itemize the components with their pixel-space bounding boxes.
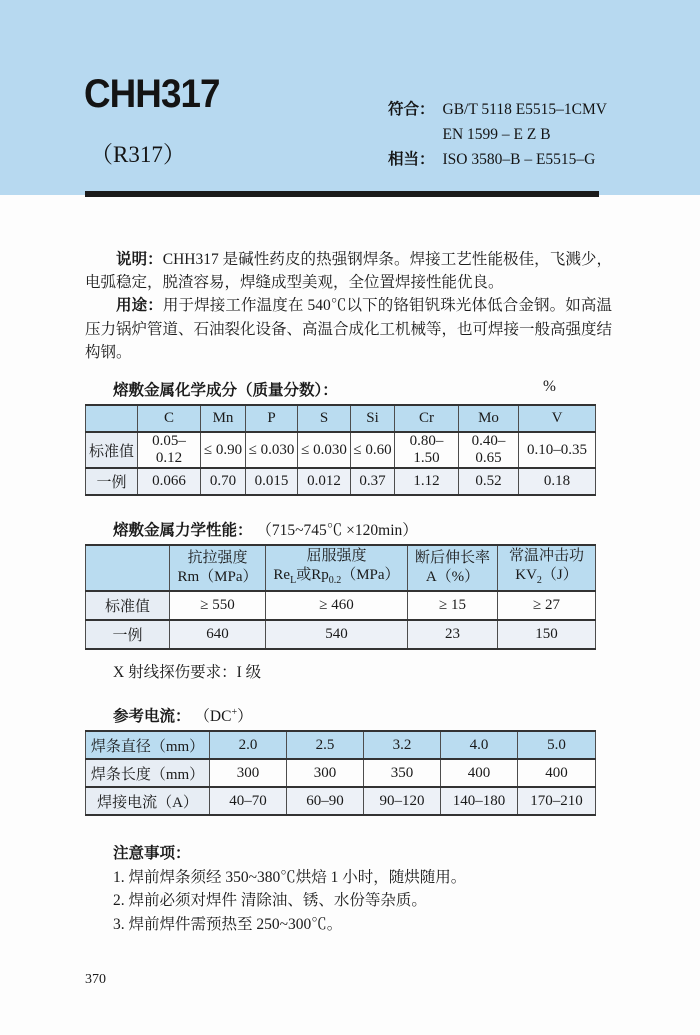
cell-value: 40–70	[210, 787, 287, 815]
cell-value: 300	[210, 759, 287, 787]
chemical-col-p: P	[246, 405, 298, 432]
chemical-col-mn: Mn	[201, 405, 246, 432]
cell-value: 350	[364, 759, 441, 787]
mechanical-example-row	[86, 620, 596, 649]
row-label: 标准值	[86, 591, 170, 620]
notes-title: 注意事项：	[113, 845, 191, 863]
mechanical-col-yield: 屈服强度 $Re_L$或$Rp_{0.2}(MPa)$	[266, 545, 408, 591]
cell-value: 0.37	[351, 468, 395, 495]
mechanical-col-impact: 常温冲击功 $KV_2(J)$	[498, 545, 596, 591]
chemical-col-cr: Cr	[395, 405, 459, 432]
cell-value: 0.012	[298, 468, 351, 495]
reference-current-table	[85, 730, 596, 816]
note-item-2: 2. 焊前必须对焊件 清除油、锈、水份等杂质。	[113, 892, 427, 910]
current-amperage-row	[86, 787, 596, 815]
description-label: 说明：	[116, 251, 163, 268]
chemical-col-s: S	[298, 405, 351, 432]
equivalent-label: 相当：	[388, 151, 435, 168]
note-item-1: 1. 焊前焊条须经 350~380℃烘焙 1 小时，随烘随用。	[113, 868, 467, 886]
chemical-col-c: C	[138, 405, 201, 432]
usage-text: 用于焊接工作温度在 540℃以下的铬钼钒珠光体低合金钢。如高温 压力锅炉管道、石油裂化设备、高温合成化工机械等，也可焊接一般高强度结构钢。	[85, 297, 613, 361]
current-condition: （DC+）	[194, 706, 253, 726]
equivalent-row	[388, 147, 607, 172]
divider-rule	[85, 191, 599, 197]
conform-values	[443, 97, 607, 147]
cell-value: ≤ 0.030	[298, 432, 351, 468]
mechanical-standard-row	[86, 591, 596, 620]
row-label: 焊接电流（A）	[86, 787, 210, 815]
cell-value: 540	[266, 620, 408, 649]
cell-value: 0.05–0.12	[138, 432, 201, 468]
mechanical-col-elongation: 断后伸长率 A（%）	[408, 545, 498, 591]
usage-label: 用途：	[116, 297, 163, 315]
mechanical-corner-cell	[86, 545, 170, 591]
mechanical-properties-table	[85, 544, 596, 650]
page-content	[85, 198, 612, 936]
current-title-text: 参考电流：	[113, 708, 191, 726]
chemical-col-v: V	[519, 405, 596, 432]
mechanical-col-tensile: 抗拉强度 Rm（MPa）	[170, 545, 266, 591]
chemical-col-si: Si	[351, 405, 395, 432]
cell-value: 60–90	[287, 787, 364, 815]
row-label: 焊条直径（mm）	[86, 731, 210, 759]
conform-value-2: EN 1599 – E Z B	[442, 126, 551, 143]
cell-value: 2.0	[210, 731, 287, 759]
cell-value: 140–180	[441, 787, 518, 815]
chemical-composition-table	[85, 404, 596, 496]
cell-value: 1.12	[395, 468, 459, 495]
cell-value: 150	[498, 620, 596, 649]
mechanical-condition: （715~745℃ ×120min）	[256, 522, 418, 540]
usage-paragraph	[85, 294, 612, 364]
chemical-example-row	[86, 468, 596, 495]
current-length-row	[86, 759, 596, 787]
conform-label: 符合：	[388, 101, 435, 118]
note-item-3: 3. 焊前焊件需预热至 250~300℃。	[113, 915, 343, 933]
cell-value: 2.5	[287, 731, 364, 759]
cell-value: ≤ 0.030	[246, 432, 298, 468]
chemical-standard-row	[86, 432, 596, 468]
chemical-table-title	[113, 378, 612, 400]
cell-value: 90–120	[364, 787, 441, 815]
cell-value: 0.70	[201, 468, 246, 495]
conform-row	[388, 97, 607, 147]
cell-value: ≥ 27	[498, 591, 596, 620]
conform-value-1: GB/T 5118 E5515–1CMV	[442, 101, 607, 118]
cell-value: ≥ 550	[170, 591, 266, 620]
cell-value: ≤ 0.90	[201, 432, 246, 468]
chemical-header-row	[86, 405, 596, 432]
description-text: CHH317 是碱性药皮的热强钢焊条。焊接工艺性能极佳，飞溅少，电弧稳定，脱渣容易，焊缝成型美观，全位置焊接性能优良。	[85, 251, 612, 292]
current-diameter-row	[86, 731, 596, 759]
equivalent-value: ISO 3580–B – E5515–G	[442, 151, 596, 168]
cell-value: 170–210	[518, 787, 596, 815]
product-alias: （R317）	[90, 142, 186, 167]
current-table-title	[113, 704, 612, 726]
mechanical-header-row	[86, 545, 596, 591]
standards-block	[388, 97, 607, 172]
cell-value: 23	[408, 620, 498, 649]
row-label: 标准值	[86, 432, 138, 468]
cell-value: 400	[441, 759, 518, 787]
chemical-corner-cell	[86, 405, 138, 432]
header-band	[0, 0, 700, 195]
cell-value: 0.015	[246, 468, 298, 495]
row-label: 一例	[86, 468, 138, 495]
cell-value: 5.0	[518, 731, 596, 759]
cell-value: ≤ 0.60	[351, 432, 395, 468]
description-paragraph	[85, 248, 612, 294]
notes-section	[113, 842, 612, 936]
page-number: 370	[85, 972, 106, 987]
cell-value: 3.2	[364, 731, 441, 759]
chemical-col-mo: Mo	[459, 405, 519, 432]
row-label: 焊条长度（mm）	[86, 759, 210, 787]
cell-value: 0.52	[459, 468, 519, 495]
mechanical-title-text: 熔敷金属力学性能：	[113, 522, 253, 540]
cell-value: 0.066	[138, 468, 201, 495]
cell-value: 0.80–1.50	[395, 432, 459, 468]
cell-value: 4.0	[441, 731, 518, 759]
cell-value: 300	[287, 759, 364, 787]
cell-value: 640	[170, 620, 266, 649]
cell-value: 0.10–0.35	[519, 432, 596, 468]
cell-value: ≥ 15	[408, 591, 498, 620]
mechanical-table-title	[113, 518, 612, 540]
xray-requirement: X 射线探伤要求：I 级	[113, 664, 262, 682]
cell-value: 0.18	[519, 468, 596, 495]
row-label: 一例	[86, 620, 170, 649]
product-model: CHH317	[84, 72, 220, 116]
cell-value: 0.40–0.65	[459, 432, 519, 468]
cell-value: ≥ 460	[266, 591, 408, 620]
chemical-unit: %	[543, 378, 556, 396]
cell-value: 400	[518, 759, 596, 787]
chemical-title-text: 熔敷金属化学成分（质量分数）：	[113, 382, 338, 400]
